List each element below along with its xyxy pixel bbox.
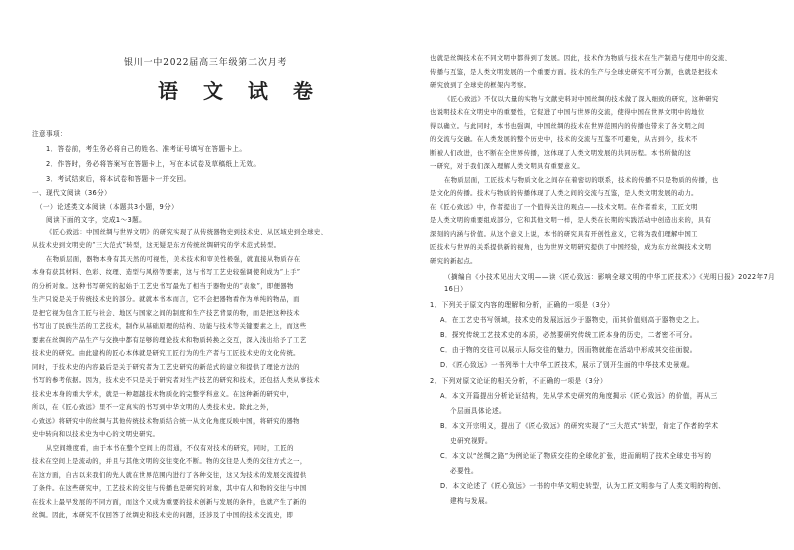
passage-line: 在这方面，自古以来我们的先人就在世界范围内进行了各种交往，这又为技术的发展交流提供 (32, 472, 307, 479)
passage-line: 研究的新起点。 (430, 258, 477, 265)
notes-item: 3．考试结束后，将本试卷和答题卡一并交回。 (46, 175, 191, 183)
passage-line: 得以确立。与此同时，本书也强调，中国丝绸的技术在世界范围内的传播也带来了各文明之间 (430, 123, 705, 130)
instruction: 阅读下面的文字，完成1～3题。 (46, 216, 147, 224)
answer-option: B．本文开宗明义，提出了《匠心致远》的研究实现了“三大范式”转型，肯定了作者的学术 (440, 422, 719, 430)
passage-line: 传播与互鉴，是人类文明发展的一个重要方面。技术的生产与全球史研究不可分割，也就是把技术 (430, 69, 718, 76)
answer-option: C．由于物的交往可以展示人际交往的魅力，因而物就能在活动中形成其交往面貌。 (440, 346, 697, 354)
subsection-heading: （一）论述类文本阅读（本题共3小题，9分） (36, 203, 179, 211)
answer-option: B．探究传统工艺技术史的本质，必然要研究传统工匠本身的历史，二者密不可分。 (440, 331, 697, 339)
passage-line: 技术史的研究。由此建构的匠心本体就是研究工匠行为的生产者与工匠技术史的文化传统。 (32, 350, 300, 357)
answer-option: 个层面具体论述。 (450, 407, 506, 415)
exam-title: 语 文 试 卷 (158, 79, 322, 103)
passage-line: 也就是丝绸技术在不同文明中都得到了发展。因此，技术作为物质与技术在生产制造与使用中的交流、 (430, 55, 732, 62)
passage-line: 也说明技术在文明史中的重要性，它促进了中国与世界的交流，使得中国在世界文明中的地位 (430, 109, 705, 116)
answer-option: 必要性。 (450, 467, 478, 475)
passage-line: 生产只说是关于传统技术史的部分。就就本书本而言，它不会把器物看作为单纯的物品，而 (32, 296, 300, 303)
passage-line: 从空间维度看，由于本书在整个空间上的贯通，不仅有对技术的研究，同时，工匠的 (46, 445, 294, 452)
passage-line: 了条件。在这些研究中，工艺技术的交往与传播也是研究的对象，其中有人和物的交往与中国 (32, 485, 307, 492)
passage-line: 在《匠心致远》中，作者提出了一个值得关注的观点——技术文明。在作者看来，工匠文明 (430, 204, 698, 211)
passage-line: 史中转向和以技术史为中心的文明史研究。 (32, 431, 160, 438)
answer-option: D．《匠心致远》一书列举十大中华工匠技术，展示了别开生面的中华技术史景观。 (440, 361, 694, 369)
section-heading: 一、现代文阅读（36分） (32, 189, 112, 197)
passage-line: 从技术史到文明史的“三大范式”转型，这无疑是东方传统丝绸研究的学术范式转型。 (32, 242, 281, 249)
passage-line: 丝绸。因此，本研究不仅回答了丝绸史和技术史的问题，还涉及了中国的技术交流史，即 (32, 512, 294, 519)
citation: （摘编自《小技术见出大文明——读〈匠心致远：影响全球文明的中华工匠技术〉》《光明日报》2022年7月16日） (444, 273, 776, 293)
passage-line: 书写的参考依据。因为，技术史不只是关于研究者对生产技艺的研究和技术，还包括人类从事技术 (32, 377, 320, 384)
passage-line: 同时，于技术史的内容最后是关于研究者为工艺史研究的新范式的建立和提供了理论方法的 (32, 364, 300, 371)
notes-item: 1．答卷前，考生务必将自己的姓名、准考证号填写在答题卡上。 (46, 145, 247, 153)
exam-subtitle: 银川一中2022届高三年级第二次月考 (124, 58, 288, 68)
passage-line: 的交流与交融。在人类发展的整个历史中，技术的交流与互鉴不可避免，从古到今，技术不 (430, 136, 698, 143)
passage-line: 在技术上最早发展的不同方面，而这个又成为重要的技术创新与发展的条件，也就产生了新的 (32, 499, 307, 506)
passage-line: 所以，在《匠心致远》里不一定真实的书写到中华文明的人类技术史。除此之外， (32, 404, 274, 411)
question-stem: 2．下列对原文论证的相关分析，不正确的一项是（3分） (430, 377, 608, 385)
question-stem: 1．下列关于原文内容的理解和分析，正确的一项是（3分） (430, 301, 615, 309)
passage-line: 是文化的传播。技术与物质的传播体现了人类之间的交流与互鉴，是人类文明发展的动力。 (430, 190, 698, 197)
passage-line: 是人类文明的重要组成部分，它和其他文明一样，是人类在长期的实践活动中创造出来的，具有 (430, 217, 712, 224)
passage-line: 《匠心致远》不仅以大量的实物与文献史料对中国丝绸的技术做了深入细致的研究，这种研究 (444, 96, 719, 103)
passage-line: 是把它视为包含工匠与社会、地区与国家之间的制度和生产技艺背景的物，而是把这种技术 (32, 310, 300, 317)
passage-line: 要素在丝绸的产品生产与交换中都有足够的理论技术和物质转换之交互，深入浅出给予了工艺 (32, 337, 307, 344)
answer-option: C．本文以“丝绸之路”为例论证了物质交往的全球化扩张，进而阐明了技术全球史书写的 (440, 452, 712, 460)
passage-line: 匠技术与世界的关系提供新的视角，也为世界文明研究提供了中国经验，成为东方丝绸技术文明 (430, 244, 712, 251)
passage-line: 在物质层面，器物本身有其天然的可视性，美术技术和审美性极强，就直接从物质存在 (46, 256, 301, 263)
passage-line: 技术在空间上是流动的，并且与其他文明的交往变化不断。物的交往是人类的交往方式之一， (32, 458, 307, 465)
notes-heading: 注意事项： (32, 130, 67, 138)
passage-line: 《匠心致远：中国丝绸与世界文明》的研究实现了从传统器物史到技术史、从区域史到全球史、 (46, 229, 328, 236)
passage-line: 本身有获其材料、色彩、纹理、造型与风格等要素，这与书写工艺史较强调使利成为“上手” (32, 269, 301, 276)
passage-line: 一研究，对于我们深入理解人类文明具有重要意义。 (430, 163, 585, 170)
answer-option: A．在工艺史书写领域，技术史的发展远远少于器物史，而其价值则高于器物史之上。 (440, 316, 704, 324)
passage-line: 技术史本身的重大学术，就是一种超越技术物质化的完整学科意义。在这种新的研究中， (32, 391, 294, 398)
answer-option: 建构与发展。 (450, 497, 492, 505)
passage-line: 的分析对象。这种书写研究的起始于工艺史书写最先了相当于器物史的“表象”，即便器物 (32, 283, 294, 290)
passage-line: 书写出了民族生活的工艺技术，制作从基础原理的结构、功能与技术等关键要素之上，而这些 (32, 323, 307, 330)
passage-line: 研究放到了全球史的框架内考察。 (430, 82, 531, 89)
passage-line: 在物质层面，工匠技术与物质文化之间存在着密切的联系，技术的传播不只是物质的传播，也 (444, 177, 719, 184)
notes-item: 2．作答时，务必将答案写在答题卡上，写在本试卷及草稿纸上无效。 (46, 160, 261, 168)
answer-option: D．本文论述了《匠心致远》一书的中华文明史转型，认为工匠文明参与了人类文明的构创、 (440, 482, 726, 490)
answer-option: A．本文开篇提出分析论证结构，先从学术史研究的角度揭示《匠心致远》的价值，再从三 (440, 392, 718, 400)
passage-line: 断被人们改进，也不断在全世界传播，这体现了人类文明发展的共同历程。本书所做的这 (430, 150, 692, 157)
right-page (397, 0, 794, 550)
passage-line: 深刻的内涵与价值。从这个意义上说，本书的研究具有开创性意义，它将为我们理解中国工 (430, 231, 698, 238)
answer-option: 史研究视野。 (450, 437, 492, 445)
passage-line: 心致远》将研究中的丝绸与其他传统技术物质结合统一从文化角度反映中国，将研究的器物 (32, 418, 300, 425)
